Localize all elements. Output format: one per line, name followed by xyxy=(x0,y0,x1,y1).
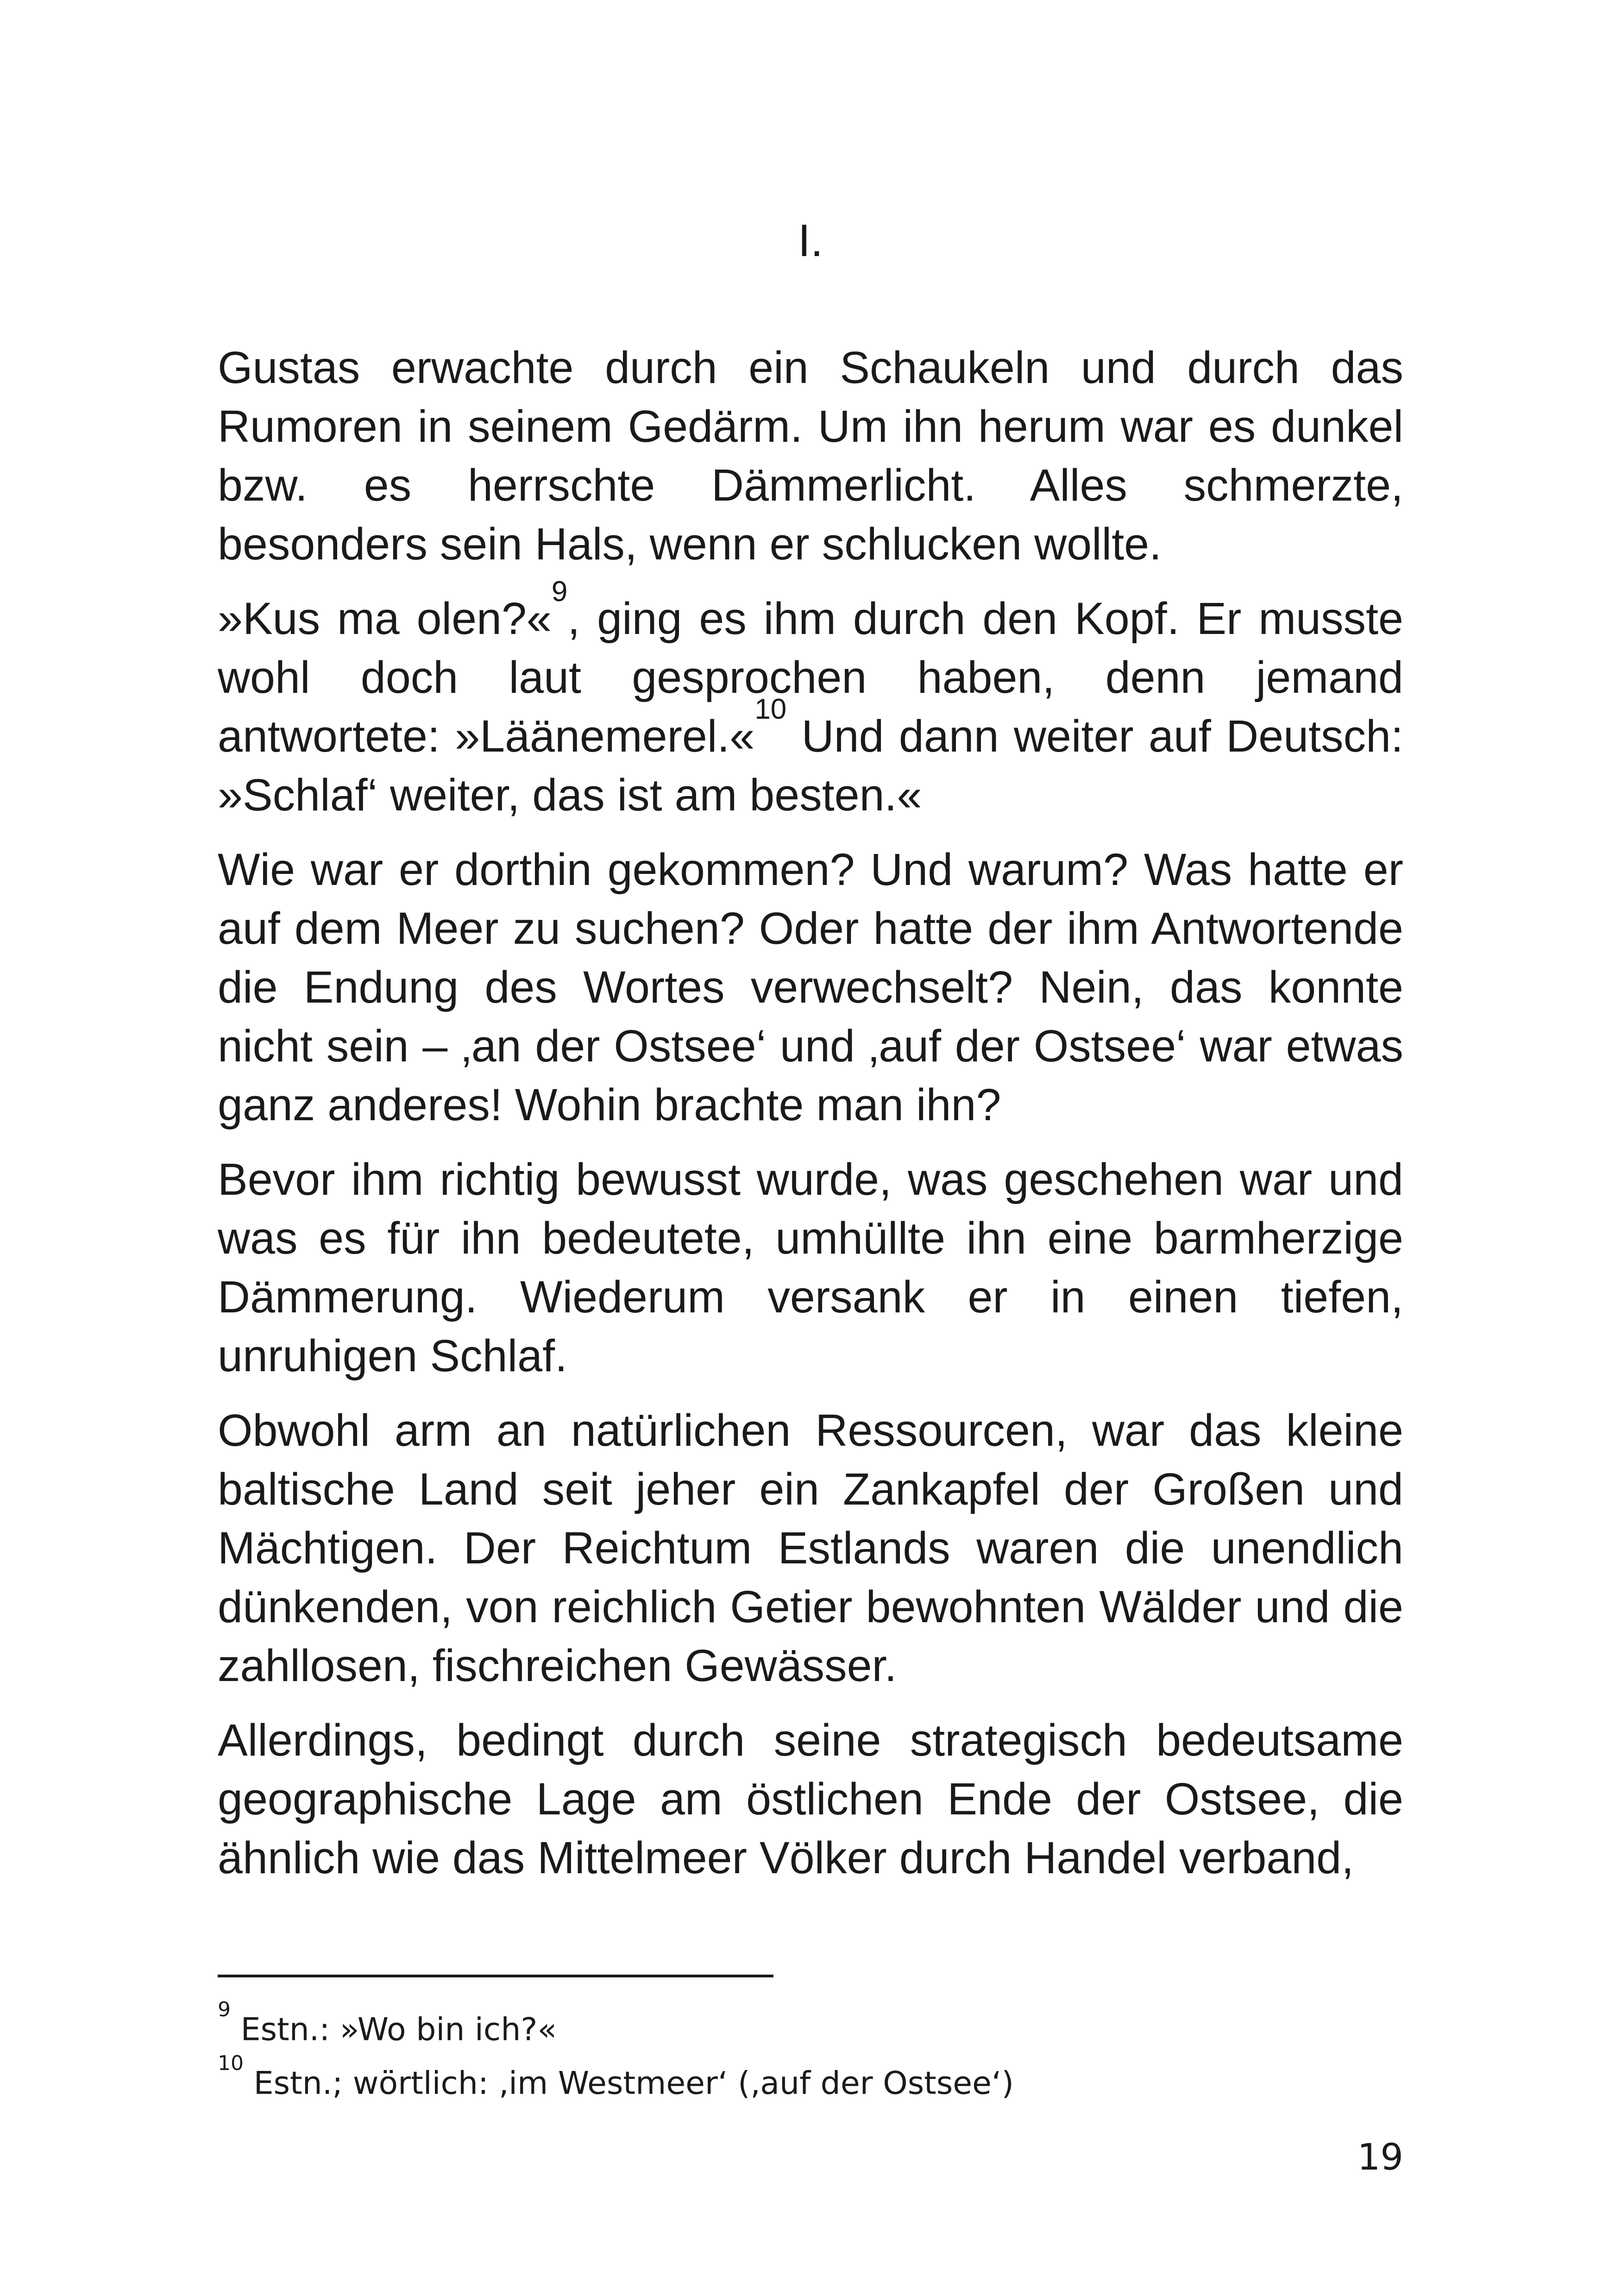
footnote-number: 10 xyxy=(218,2051,244,2075)
footnote xyxy=(218,2000,1403,2053)
footnote-number: 9 xyxy=(218,1998,231,2021)
paragraph: Bevor ihm richtig bewusst wurde, was geschehen war und was es für ihn bedeutete, umhüllte ihn eine barmherzige Dämmerung. Wiederum versank er in einen tiefen, unruhigen Schlaf. xyxy=(218,1154,1403,1381)
page-number: 19 xyxy=(1357,2137,1403,2178)
footnote-text: Estn.: »Wo bin ich?« xyxy=(231,2011,557,2048)
footnotes xyxy=(218,2000,1403,2107)
dialogue-text: »Kus ma olen?« xyxy=(218,593,552,644)
paragraph-text: , ging es ihm durch den Kopf. Er musste wohl doch laut gesprochen haben, denn jemand antwortete: »Läänemerel.« xyxy=(218,593,1403,761)
footnote-text: Estn.; wörtlich: ‚im Westmeer‘ (‚auf der Ostsee‘) xyxy=(244,2065,1014,2102)
paragraph: Obwohl arm an natürlichen Ressourcen, war das kleine baltische Land seit jeher ein Zankapfel der Großen und Mächtigen. Der Reichtum Estlands waren die unendlich dünkenden, von reichlich Getier bewohnten Wälder und die zahllosen, fischreichen Gewässer. xyxy=(218,1405,1403,1691)
body-text xyxy=(218,338,1403,1903)
chapter-heading: I. xyxy=(798,215,823,266)
paragraph: Gustas erwachte durch ein Schaukeln und durch das Rumoren in seinem Gedärm. Um ihn herum war es dunkel bzw. es herrschte Dämmerlicht. Alles schmerzte, besonders sein Hals, wenn er schlucken wollte. xyxy=(218,342,1403,569)
footnote-reference: 10 xyxy=(754,693,787,725)
paragraph: Wie war er dorthin gekommen? Und warum? Was hatte er auf dem Meer zu suchen? Oder hatte der ihm Antwortende die Endung des Wortes verwechselt? Nein, das konnte nicht sein – ‚an der Ostsee‘ und ‚auf der Ostsee‘ war etwas ganz anderes! Wohin brachte man ihn? xyxy=(218,844,1403,1130)
footnote-divider xyxy=(218,1975,773,1977)
paragraph xyxy=(218,575,1403,824)
footnote xyxy=(218,2053,1403,2107)
paragraph-text: Und dann weiter auf Deutsch: »Schlaf‘ weiter, das ist am besten.« xyxy=(218,711,1403,820)
paragraph: Allerdings, bedingt durch seine strategisch bedeutsame geographische Lage am östlichen Ende der Ostsee, die ähnlich wie das Mittelmeer Völker durch Handel verband, xyxy=(218,1715,1403,1883)
footnote-reference: 9 xyxy=(551,575,568,608)
